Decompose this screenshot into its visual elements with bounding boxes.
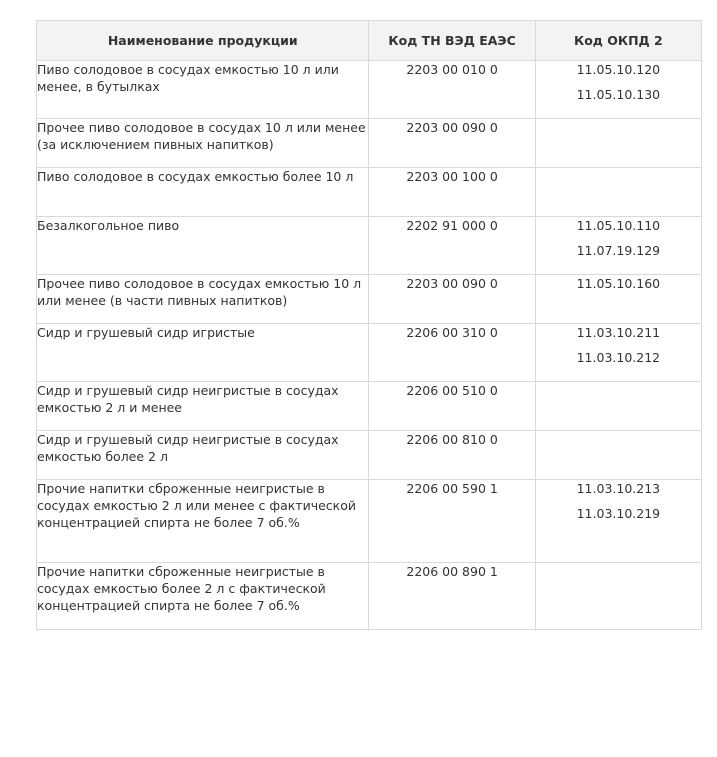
okpd2-code: 11.03.10.212	[576, 350, 661, 365]
product-name-cell	[37, 324, 369, 382]
product-name: Безалкогольное пиво	[37, 218, 180, 233]
okpd2-cell	[535, 275, 701, 324]
product-name: Сидр и грушевый сидр игристые	[37, 325, 255, 340]
table-row	[37, 217, 702, 275]
table-row	[37, 431, 702, 480]
product-name-cell	[37, 382, 369, 431]
okpd2-code: 11.03.10.219	[576, 506, 661, 521]
okpd2-code: 11.05.10.130	[576, 87, 661, 102]
tn-ved-code: 2203 00 090 0	[406, 120, 498, 135]
okpd2-cell	[535, 61, 701, 119]
okpd2-code: 11.05.10.120	[576, 62, 661, 77]
product-name-cell	[37, 431, 369, 480]
okpd2-code: 11.05.10.160	[576, 276, 661, 291]
table-row	[37, 119, 702, 168]
product-name: Сидр и грушевый сидр неигристые в сосудах емкостью 2 л и менее	[37, 383, 339, 415]
okpd2-code: 11.03.10.213	[576, 481, 661, 496]
tn-ved-cell	[369, 217, 535, 275]
tn-ved-code: 2206 00 310 0	[406, 325, 498, 340]
product-name-cell	[37, 275, 369, 324]
tn-ved-cell	[369, 480, 535, 563]
tn-ved-code: 2203 00 010 0	[406, 62, 498, 77]
tn-ved-code: 2206 00 890 1	[406, 564, 498, 579]
okpd2-cell	[535, 168, 701, 217]
tn-ved-cell	[369, 431, 535, 480]
okpd2-code: 11.03.10.211	[576, 325, 661, 340]
product-name: Прочие напитки сброженные неигристые в сосудах емкостью 2 л или менее с фактической концентрацией спирта не более 7 об.%	[37, 481, 356, 530]
product-name-cell	[37, 119, 369, 168]
table-row	[37, 324, 702, 382]
tn-ved-cell	[369, 324, 535, 382]
table-header-row	[37, 21, 702, 61]
okpd2-cell	[535, 382, 701, 431]
okpd2-cell	[535, 431, 701, 480]
product-name-cell	[37, 168, 369, 217]
product-name: Прочие напитки сброженные неигристые в сосудах емкостью более 2 л с фактической концентрацией спирта не более 7 об.%	[37, 564, 326, 613]
table-row	[37, 382, 702, 431]
product-name: Прочее пиво солодовое в сосудах 10 л или менее (за исключением пивных напитков)	[37, 120, 366, 152]
header-okpd2-code: Код ОКПД 2	[535, 21, 701, 61]
tn-ved-cell	[369, 382, 535, 431]
product-name-cell	[37, 563, 369, 630]
header-product-name: Наименование продукции	[37, 21, 369, 61]
product-name: Прочее пиво солодовое в сосудах емкостью 10 л или менее (в части пивных напитков)	[37, 276, 362, 308]
tn-ved-code: 2203 00 100 0	[406, 169, 498, 184]
header-tn-ved-code: Код ТН ВЭД ЕАЭС	[369, 21, 535, 61]
tn-ved-code: 2203 00 090 0	[406, 276, 498, 291]
okpd2-cell	[535, 217, 701, 275]
product-name-cell	[37, 480, 369, 563]
okpd2-cell	[535, 119, 701, 168]
product-name: Сидр и грушевый сидр неигристые в сосудах емкостью более 2 л	[37, 432, 339, 464]
tn-ved-cell	[369, 119, 535, 168]
okpd2-cell	[535, 563, 701, 630]
okpd2-cell	[535, 480, 701, 563]
table-row	[37, 480, 702, 563]
product-name: Пиво солодовое в сосудах емкостью 10 л или менее, в бутылках	[37, 62, 339, 94]
product-codes-table	[36, 20, 702, 630]
table-row	[37, 61, 702, 119]
product-name: Пиво солодовое в сосудах емкостью более 10 л	[37, 169, 354, 184]
okpd2-cell	[535, 324, 701, 382]
tn-ved-cell	[369, 61, 535, 119]
table-row	[37, 168, 702, 217]
product-name-cell	[37, 217, 369, 275]
tn-ved-cell	[369, 563, 535, 630]
okpd2-code: 11.07.19.129	[576, 243, 661, 258]
okpd2-code: 11.05.10.110	[576, 218, 661, 233]
table-row	[37, 563, 702, 630]
tn-ved-cell	[369, 275, 535, 324]
tn-ved-code: 2206 00 510 0	[406, 383, 498, 398]
tn-ved-cell	[369, 168, 535, 217]
product-name-cell	[37, 61, 369, 119]
tn-ved-code: 2206 00 590 1	[406, 481, 498, 496]
table-row	[37, 275, 702, 324]
tn-ved-code: 2206 00 810 0	[406, 432, 498, 447]
tn-ved-code: 2202 91 000 0	[406, 218, 498, 233]
